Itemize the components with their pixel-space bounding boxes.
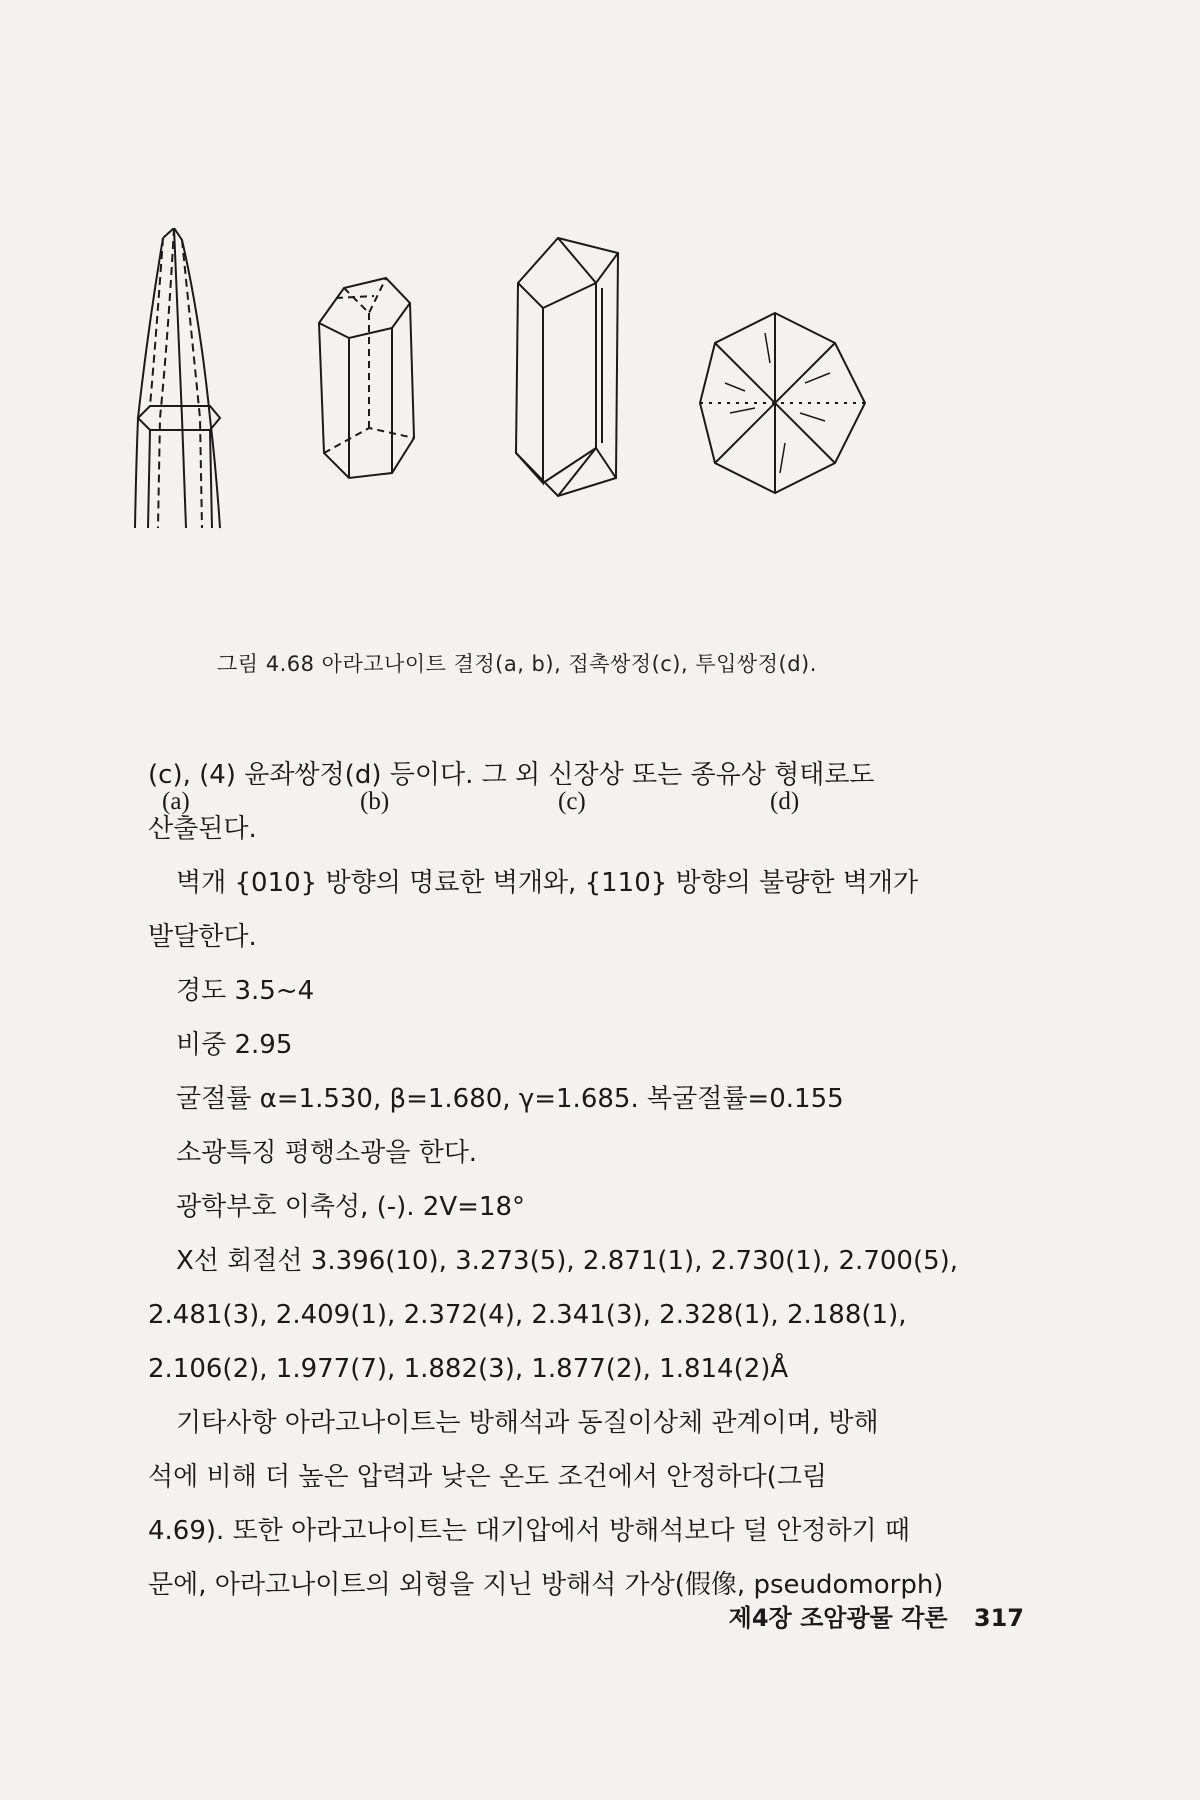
- text-line: 광학부호 이축성, (-). 2V=18°: [176, 1192, 526, 1222]
- chapter-title: 제4장 조암광물 각론: [728, 1604, 948, 1632]
- text-line: 산출된다.: [148, 814, 257, 844]
- figure-label-b: (b): [360, 788, 390, 815]
- text-line: 2.106(2), 1.977(7), 1.882(3), 1.877(2), 1.814(2)Å: [148, 1354, 789, 1384]
- figure-caption: 그림 4.68 아라고나이트 결정(a, b), 접촉쌍정(c), 투입쌍정(d).: [217, 652, 817, 676]
- text-line: 소광특징 평행소광을 한다.: [176, 1138, 478, 1168]
- text-line: 석에 비해 더 높은 압력과 낮은 온도 조건에서 안정하다(그림: [148, 1462, 828, 1492]
- crystal-c-drawing: [516, 238, 618, 496]
- text-line: 경도 3.5~4: [176, 976, 315, 1006]
- text-line: X선 회절선 3.396(10), 3.273(5), 2.871(1), 2.730(1), 2.700(5),: [176, 1246, 959, 1276]
- crystal-drawings: [130, 228, 990, 608]
- text-line: 비중 2.95: [176, 1030, 293, 1060]
- text-line: 벽개 {010} 방향의 명료한 벽개와, {110} 방향의 불량한 벽개가: [176, 868, 919, 898]
- body-text: [148, 748, 1014, 1612]
- text-line: 문에, 아라고나이트의 외형을 지닌 방해석 가상(假像, pseudomorph): [148, 1570, 944, 1600]
- crystal-d-drawing: [700, 313, 865, 493]
- text-line: (c), (4) 윤좌쌍정(d) 등이다. 그 외 신장상 또는 종유상 형태로도: [148, 760, 875, 790]
- figure-label-d: (d): [770, 788, 800, 815]
- page-footer: [664, 1598, 1024, 1633]
- text-line: 발달한다.: [148, 922, 257, 952]
- text-line: 4.69). 또한 아라고나이트는 대기압에서 방해석보다 덜 안정하기 때: [148, 1516, 911, 1546]
- text-line: 기타사항 아라고나이트는 방해석과 동질이상체 관계이며, 방해: [176, 1408, 879, 1438]
- text-line: 2.481(3), 2.409(1), 2.372(4), 2.341(3), 2.328(1), 2.188(1),: [148, 1300, 907, 1330]
- crystal-a-drawing: [135, 228, 220, 528]
- text-line: 굴절률 α=1.530, β=1.680, γ=1.685. 복굴절률=0.155: [176, 1084, 844, 1114]
- figure-label-c: (c): [558, 788, 586, 815]
- figure-label-a: (a): [162, 788, 190, 815]
- page-number: 317: [973, 1604, 1024, 1632]
- crystal-b-drawing: [319, 278, 414, 478]
